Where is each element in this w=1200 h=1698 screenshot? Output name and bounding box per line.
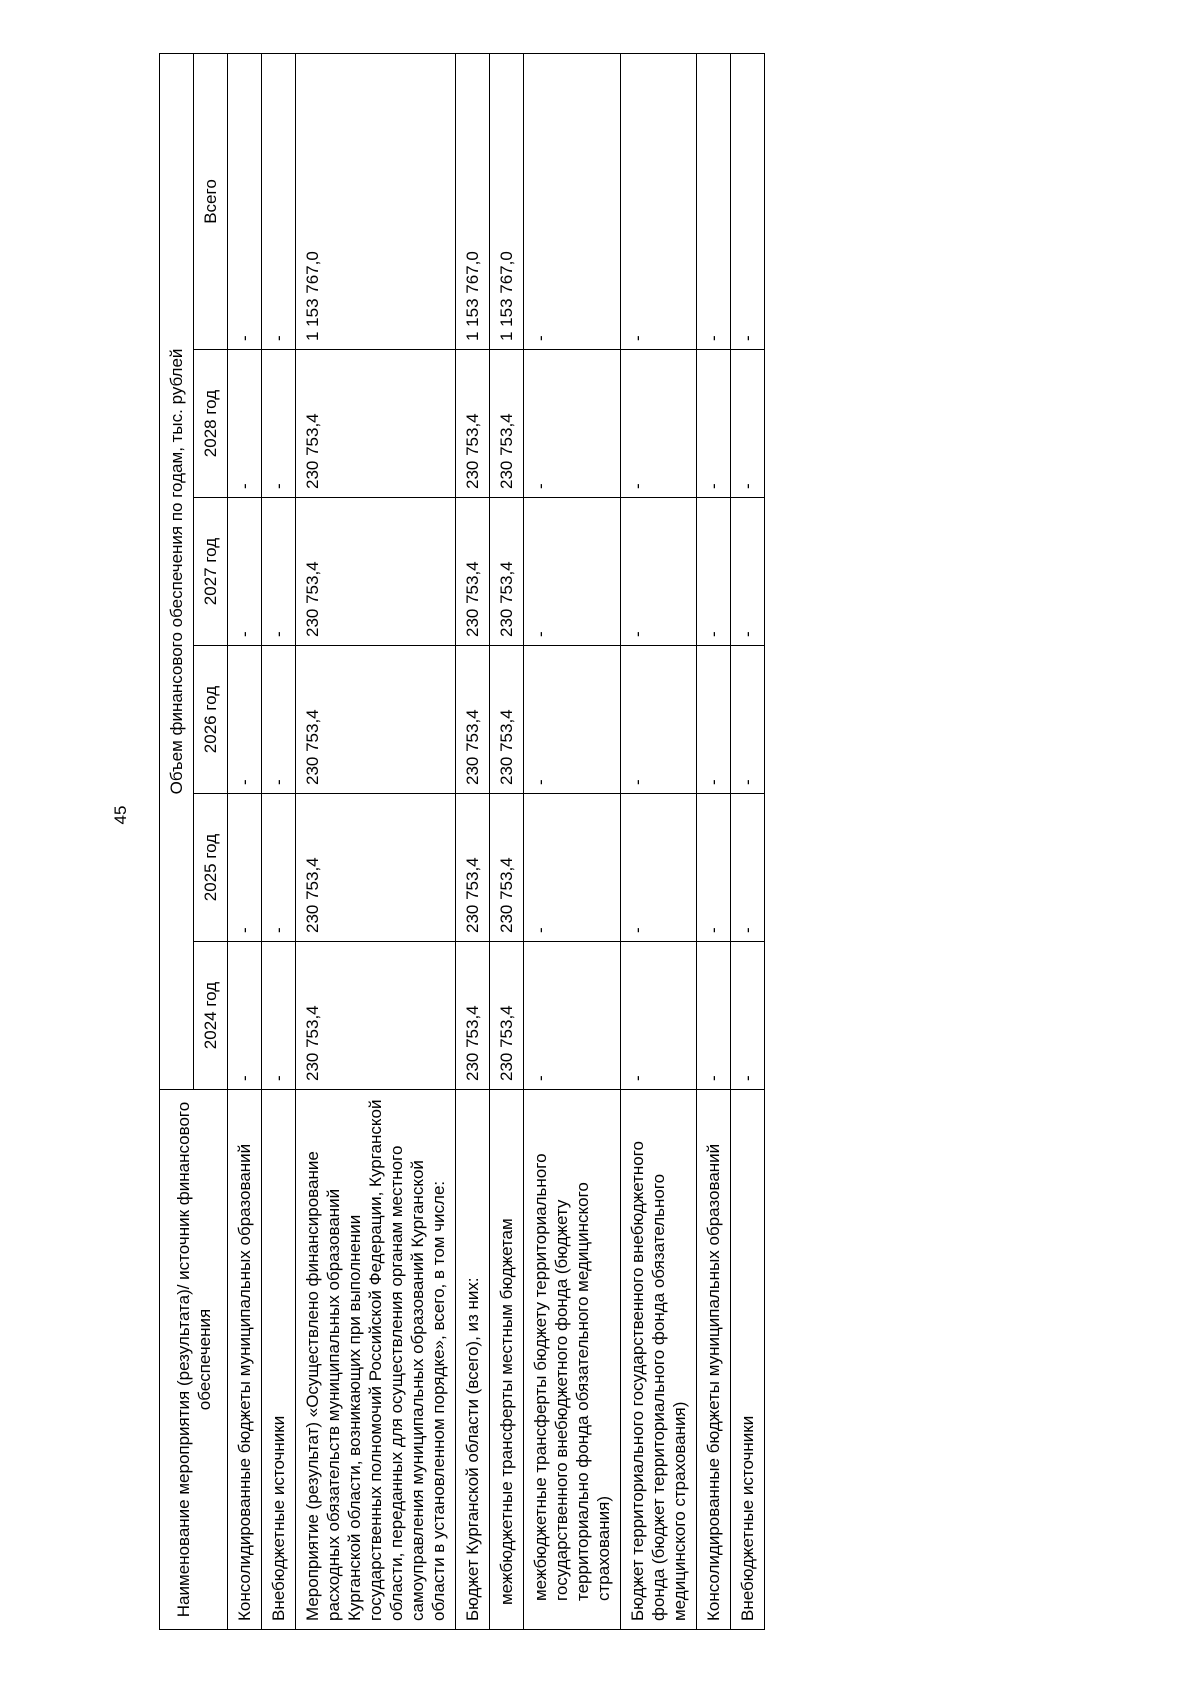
header-year-2024: 2024 год <box>194 942 228 1090</box>
cell-2028: 230 753,4 <box>456 350 490 498</box>
cell-2024: - <box>262 942 296 1090</box>
page-number: 45 <box>111 805 130 825</box>
header-year-2027: 2027 год <box>194 498 228 646</box>
header-total: Всего <box>194 53 228 349</box>
table-row <box>262 53 296 1629</box>
cell-total: - <box>697 53 731 349</box>
header-volume-group: Объем финансового обеспечения по годам, тыс. рублей <box>160 53 194 1089</box>
cell-2025: - <box>621 794 697 942</box>
cell-total: 1 153 767,0 <box>296 53 456 349</box>
row-name: Внебюджетные источники <box>262 1090 296 1630</box>
cell-total: - <box>262 53 296 349</box>
row-name: межбюджетные трансферты бюджету территориального государственного внебюджетного фонда (бюджету территориально фонда обязательного медицинского страхования) <box>524 1090 621 1630</box>
row-name: межбюджетные трансферты местным бюджетам <box>490 1090 524 1630</box>
table-row <box>731 53 765 1629</box>
cell-2027: 230 753,4 <box>456 498 490 646</box>
row-name: Внебюджетные источники <box>731 1090 765 1630</box>
cell-total: - <box>228 53 262 349</box>
cell-2025: - <box>524 794 621 942</box>
cell-2028: - <box>731 350 765 498</box>
header-year-2028: 2028 год <box>194 350 228 498</box>
table-row <box>697 53 731 1629</box>
cell-2028: 230 753,4 <box>490 350 524 498</box>
cell-2028: 230 753,4 <box>296 350 456 498</box>
row-name: Консолидированные бюджеты муниципальных образований <box>228 1090 262 1630</box>
table-row <box>490 53 524 1629</box>
table-row <box>456 53 490 1629</box>
cell-2027: 230 753,4 <box>296 498 456 646</box>
cell-2024: 230 753,4 <box>296 942 456 1090</box>
cell-2024: 230 753,4 <box>456 942 490 1090</box>
cell-2028: - <box>262 350 296 498</box>
cell-total: 1 153 767,0 <box>456 53 490 349</box>
cell-2027: - <box>262 498 296 646</box>
row-name: Бюджет Курганской области (всего), из них: <box>456 1090 490 1630</box>
row-name: Мероприятие (результат) «Осуществлено финансирование расходных обязательств муниципальных образований Курганской области, возникающих при выполнении государственных полномочий Российской Федерации, Курганской области, переданных для осуществления органам местного самоуправления муниципальных образований Курганской области в установленном порядке», всего, в том числе: <box>296 1090 456 1630</box>
cell-total: - <box>621 53 697 349</box>
cell-2024: - <box>731 942 765 1090</box>
cell-2025: 230 753,4 <box>490 794 524 942</box>
cell-2028: - <box>524 350 621 498</box>
cell-2024: - <box>228 942 262 1090</box>
cell-2025: - <box>228 794 262 942</box>
cell-2025: 230 753,4 <box>456 794 490 942</box>
cell-2025: - <box>697 794 731 942</box>
table-row <box>524 53 621 1629</box>
cell-2026: 230 753,4 <box>296 646 456 794</box>
cell-total: - <box>524 53 621 349</box>
cell-2026: - <box>262 646 296 794</box>
cell-2026: 230 753,4 <box>490 646 524 794</box>
cell-2024: - <box>621 942 697 1090</box>
cell-2025: 230 753,4 <box>296 794 456 942</box>
row-name: Бюджет территориального государственного внебюджетного фонда (бюджет территориального фонда обязательного медицинского страхования) <box>621 1090 697 1630</box>
header-year-2025: 2025 год <box>194 794 228 942</box>
cell-2027: - <box>697 498 731 646</box>
cell-2024: - <box>524 942 621 1090</box>
cell-total: 1 153 767,0 <box>490 53 524 349</box>
cell-total: - <box>731 53 765 349</box>
cell-2027: - <box>228 498 262 646</box>
cell-2026: - <box>524 646 621 794</box>
cell-2027: - <box>524 498 621 646</box>
cell-2026: - <box>228 646 262 794</box>
cell-2024: 230 753,4 <box>490 942 524 1090</box>
finance-table-frame <box>159 54 1059 1630</box>
header-year-2026: 2026 год <box>194 646 228 794</box>
table-row <box>296 53 456 1629</box>
cell-2025: - <box>731 794 765 942</box>
cell-2025: - <box>262 794 296 942</box>
cell-2026: - <box>731 646 765 794</box>
cell-2028: - <box>228 350 262 498</box>
cell-2027: - <box>731 498 765 646</box>
table-row <box>621 53 697 1629</box>
cell-2028: - <box>697 350 731 498</box>
table-row <box>228 53 262 1629</box>
row-name: Консолидированные бюджеты муниципальных образований <box>697 1090 731 1630</box>
cell-2027: - <box>621 498 697 646</box>
cell-2026: - <box>621 646 697 794</box>
cell-2026: 230 753,4 <box>456 646 490 794</box>
cell-2028: - <box>621 350 697 498</box>
header-name-col: Наименование мероприятия (результата)/ источник финансового обеспечения <box>160 1090 228 1630</box>
cell-2027: 230 753,4 <box>490 498 524 646</box>
header-row-top <box>160 53 194 1629</box>
cell-2026: - <box>697 646 731 794</box>
cell-2024: - <box>697 942 731 1090</box>
finance-table <box>159 53 765 1630</box>
